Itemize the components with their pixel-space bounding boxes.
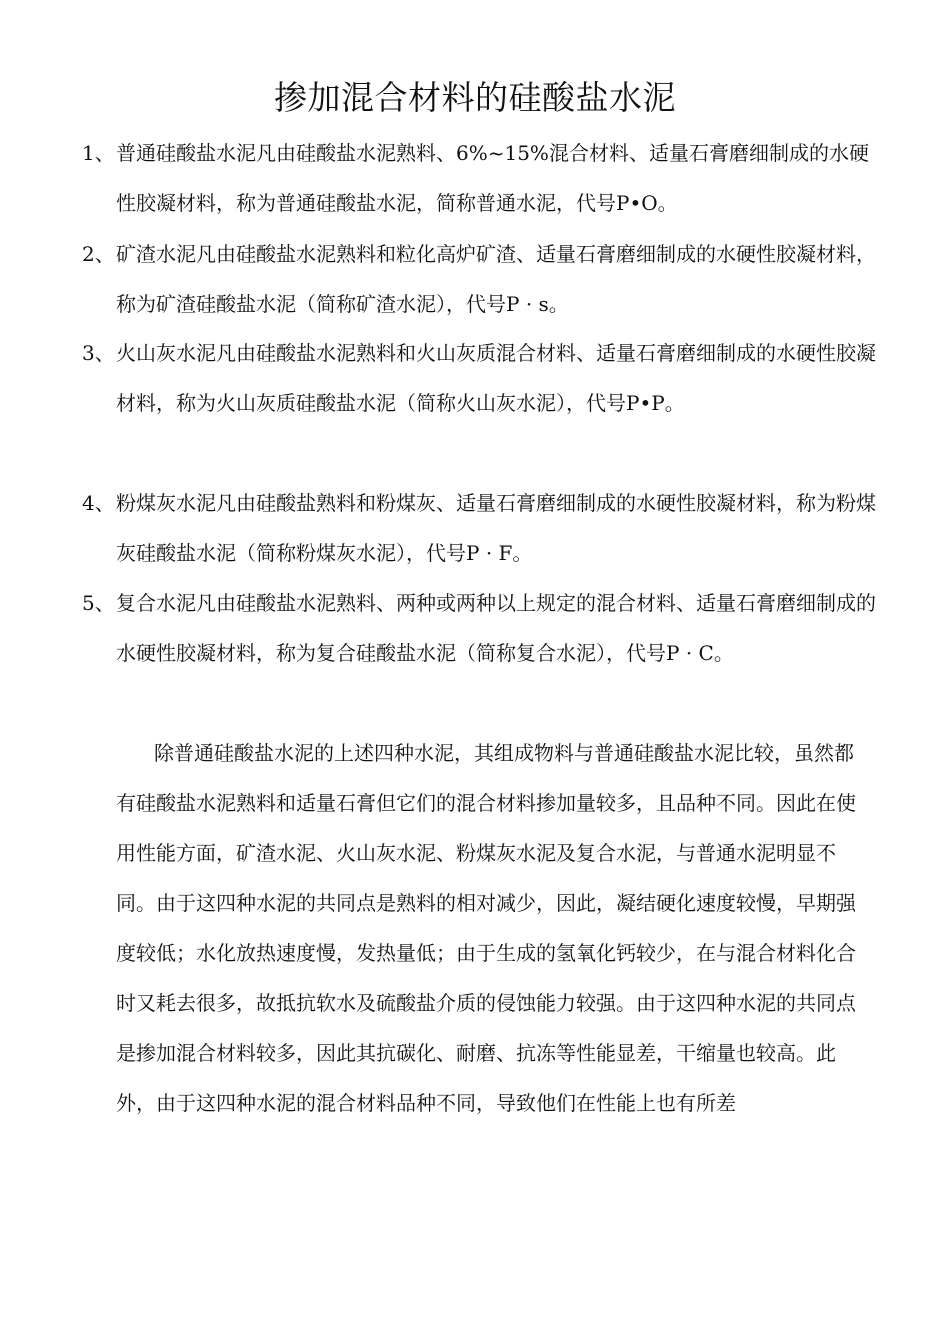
list-item-text: 复合水泥凡由硅酸盐水泥熟料、两种或两种以上规定的混合材料、适量石膏磨细制成的水硬性胶凝材料，称为复合硅酸盐水泥（简称复合水泥），代号P · C。 (116, 591, 876, 665)
list-item-5 (82, 578, 882, 678)
list-item-4 (82, 478, 882, 578)
body-paragraph: 除普通硅酸盐水泥的上述四种水泥，其组成物料与普通硅酸盐水泥比较，虽然都有硅酸盐水泥熟料和适量石膏但它们的混合材料掺加量较多，且品种不同。因此在使用性能方面，矿渣水泥、火山灰水泥、粉煤灰水泥及复合水泥，与普通水泥明显不同。由于这四种水泥的共同点是熟料的相对减少，因此，凝结硬化速度较慢，早期强度较低；水化放热速度慢，发热量低；由于生成的氢氧化钙较少，在与混合材料化合时又耗去很多，故抵抗软水及硫酸盐介质的侵蚀能力较强。由于这四种水泥的共同点是掺加混合材料较多，因此其抗碳化、耐磨、抗冻等性能显差，干缩量也较高。此外，由于这四种水泥的混合材料品种不同，导致他们在性能上也有所差 (116, 741, 856, 1115)
list-item-number: 3、 (82, 341, 115, 365)
list-item-number: 5、 (82, 591, 115, 615)
list-item-number: 1、 (82, 141, 115, 165)
document-title: 掺加混合材料的硅酸盐水泥 (274, 78, 676, 117)
list-item-2 (82, 229, 882, 329)
list-item-text: 普通硅酸盐水泥凡由硅酸盐水泥熟料、6%~15%混合材料、适量石膏磨细制成的水硬性胶凝材料，称为普通硅酸盐水泥，简称普通水泥，代号P•O。 (116, 141, 869, 215)
list-item-1 (82, 128, 882, 228)
list-item-3 (82, 328, 882, 428)
list-item-text: 火山灰水泥凡由硅酸盐水泥熟料和火山灰质混合材料、适量石膏磨细制成的水硬性胶凝材料，称为火山灰质硅酸盐水泥（简称火山灰水泥），代号P•P。 (116, 341, 876, 415)
list-item-number: 2、 (82, 242, 115, 266)
list-item-text: 矿渣水泥凡由硅酸盐水泥熟料和粒化高炉矿渣、适量石膏磨细制成的水硬性胶凝材料，称为矿渣硅酸盐水泥（简称矿渣水泥），代号P · s。 (116, 242, 876, 316)
list-item-text: 粉煤灰水泥凡由硅酸盐熟料和粉煤灰、适量石膏磨细制成的水硬性胶凝材料，称为粉煤灰硅酸盐水泥（简称粉煤灰水泥），代号P · F。 (116, 491, 876, 565)
list-item-number: 4、 (82, 491, 115, 515)
